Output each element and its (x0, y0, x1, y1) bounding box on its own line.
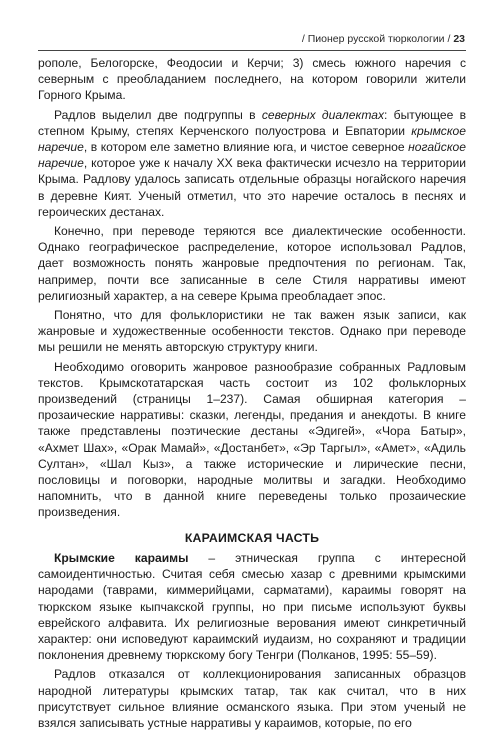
paragraph-6-text: – этническая группа с интересной самоидентичностью. Считая себя смесью хазар с древними крымскими народами (таврами, киммерийцами, сарматами), караимы говорят на тюркском языке кыпчакской группы, но при письме используют буквы еврейского алфавита. Их религиозные верования имеют синкретичный характер: они исповедуют караимский иудаизм, но сохраняют и традиции поклонения древнему тюркскому богу Тенгри (Полканов, 1995: 55–59). (38, 550, 466, 663)
paragraph-6 (38, 550, 466, 663)
paragraph-4: Понятно, что для фольклористики не так важен язык записи, как жанровые и художественные особенности текстов. Однако при переводе мы решили не менять авторскую структуру книги. (38, 308, 466, 355)
term-nogai-dialect: ногайское наречие (38, 140, 466, 171)
page-body (38, 55, 466, 734)
running-header (302, 33, 465, 45)
header-title: / Пионер русской тюркологии / (301, 33, 451, 45)
paragraph-7: Радлов отказался от коллекционирования записанных образцов народной литературы крымских татар, так как считал, что в них присутствует сильное влияние османского языка. При этом ученый не взялся записывать устные нарративы у караимов, которые, по его (38, 667, 466, 730)
paragraph-2-text-a: Радлов выделил две подгруппы в (54, 107, 262, 122)
page-number: 23 (453, 33, 465, 45)
paragraph-2-text-e: , в котором еле заметно влияние юга, и чистое северное (83, 140, 409, 155)
paragraph-5: Необходимо оговорить жанровое разнообразие собранных Радловым текстов. Крымскотатарская часть состоит из 102 фольклорных произведений (страницы 1–237). Самая обширная категория – прозаические нарративы: сказки, легенды, предания и анекдоты. В книге также представлены поэтические дестаны «Эдигей», «Чора Батыр», «Ахмет Шах», «Орак Мамай», «Достанбет», «Эр Таргыл», «Амет», «Адиль Султан», «Шал Кыз», а также исторические и лирические песни, пословицы и поговорки, народные молитвы и загадки. Необходимо напомнить, что в данной книге переведены только прозаические произведения. (38, 359, 466, 520)
paragraph-2-text-c: : бытующее в степном Крыму, степях Керченского полуострова и Евпатории (38, 107, 467, 138)
header-divider (38, 50, 466, 51)
paragraph-1: рополе, Белогорске, Феодосии и Керчи; 3) смесь южного наречия с северным с преобладанием последнего, на котором говорили жители Горного Крыма. (38, 56, 466, 103)
section-heading: КАРАИМСКАЯ ЧАСТЬ (184, 530, 320, 545)
paragraph-3: Конечно, при переводе теряются все диалектические особенности. Однако географическое распределение, которое использовал Радлов, дает возможность понять жанровые предпочтения по регионам. Так, например, почти все записанные в селе Стиля нарративы имеют религиозный характер, а на севере Крыма преобладает эпос. (38, 224, 466, 303)
paragraph-2 (38, 107, 466, 220)
term-crimean-karaites: Крымские караимы (54, 550, 189, 565)
term-crimean-dialect: крымское наречие (38, 123, 466, 155)
paragraph-2-text-g: , которое уже к началу XX века фактически исчезло на территории Крыма. Радлову удалось записать отдельные образцы ногайского наречия в деревне Кият. Ученый отметил, что это наречие осталось в песнях и героических дестанах. (38, 156, 466, 219)
term-northern-dialects: северных диалектах (261, 107, 385, 122)
